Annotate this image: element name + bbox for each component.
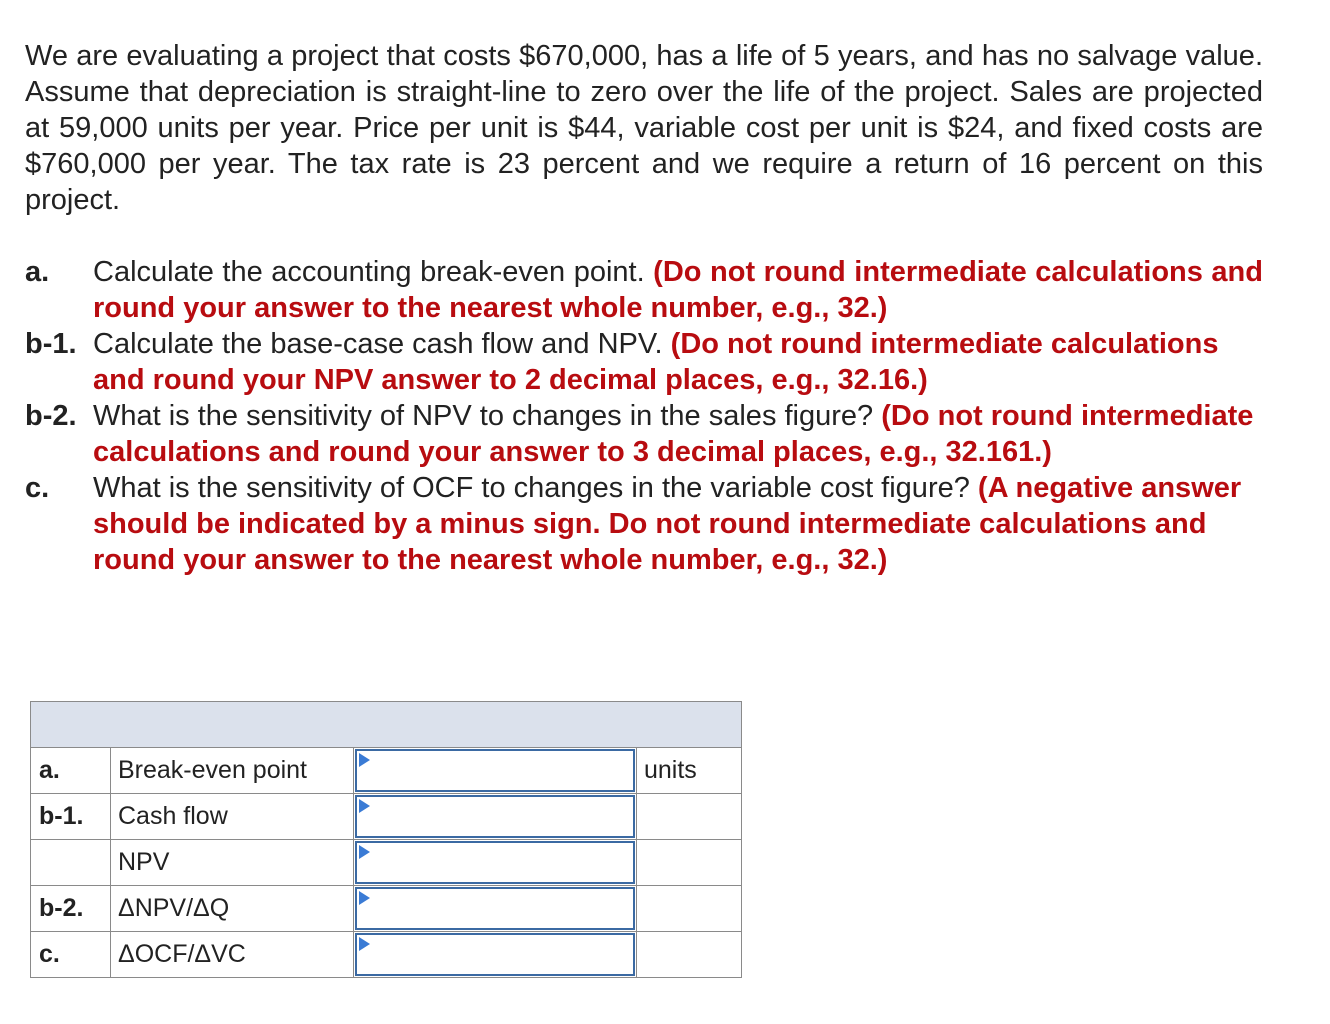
question-text: What is the sensitivity of NPV to changes in the sales figure?	[93, 400, 874, 432]
table-header-row	[31, 702, 742, 748]
input-marker-icon	[359, 845, 370, 859]
answer-cell	[354, 932, 637, 978]
npv-sensitivity-input[interactable]	[357, 889, 633, 928]
table-row	[31, 748, 742, 794]
answer-input-box[interactable]	[355, 933, 635, 976]
input-marker-icon	[359, 891, 370, 905]
npv-input[interactable]	[357, 843, 633, 882]
answer-cell	[354, 794, 637, 840]
question-b1	[25, 326, 1263, 398]
question-hint: (Do not round intermediate calculations and round your NPV answer to 2 decimal places, e.g., 32.16.)	[93, 328, 1219, 396]
break-even-input[interactable]	[357, 751, 633, 790]
row-unit	[637, 932, 742, 978]
row-unit	[637, 886, 742, 932]
question-label: b-1.	[25, 328, 77, 360]
input-marker-icon	[359, 937, 370, 951]
table-row	[31, 886, 742, 932]
question-text: Calculate the base-case cash flow and NPV.	[93, 328, 663, 360]
row-unit: units	[637, 748, 742, 794]
input-marker-icon	[359, 799, 370, 813]
row-label	[31, 840, 111, 886]
answer-cell	[354, 748, 637, 794]
answer-cell	[354, 886, 637, 932]
row-label: a.	[31, 748, 111, 794]
row-item: ΔOCF/ΔVC	[111, 932, 354, 978]
answer-table	[30, 701, 742, 978]
input-marker-icon	[359, 753, 370, 767]
answer-input-box[interactable]	[355, 841, 635, 884]
question-hint: (Do not round intermediate calculations and round your answer to the nearest whole number, e.g., 32.)	[93, 256, 1263, 324]
question-label: b-2.	[25, 400, 77, 432]
ocf-sensitivity-input[interactable]	[357, 935, 633, 974]
question-text: What is the sensitivity of OCF to changes in the variable cost figure?	[93, 472, 970, 504]
question-label: a.	[25, 256, 50, 288]
question-label: c.	[25, 472, 50, 504]
question-list	[25, 254, 1263, 578]
answer-input-box[interactable]	[355, 795, 635, 838]
table-header	[31, 702, 742, 748]
row-label: c.	[31, 932, 111, 978]
row-label: b-1.	[31, 794, 111, 840]
row-unit	[637, 794, 742, 840]
problem-statement: We are evaluating a project that costs $670,000, has a life of 5 years, and has no salvage value. Assume that depreciation is straight-line to zero over the life of the project. Sales are projected at 59,000 units per year. Price per unit is $44, variable cost per unit is $24, and fixed costs are $760,000 per year. The tax rate is 23 percent and we require a return of 16 percent on this project.	[25, 40, 1263, 216]
answer-cell	[354, 840, 637, 886]
answer-input-box[interactable]	[355, 749, 635, 792]
table-row	[31, 932, 742, 978]
row-unit	[637, 840, 742, 886]
row-item: Break-even point	[111, 748, 354, 794]
row-item: ΔNPV/ΔQ	[111, 886, 354, 932]
question-hint: (A negative answer should be indicated by a minus sign. Do not round intermediate calculations and round your answer to the nearest whole number, e.g., 32.)	[93, 472, 1242, 576]
answer-input-box[interactable]	[355, 887, 635, 930]
table-row	[31, 794, 742, 840]
cash-flow-input[interactable]	[357, 797, 633, 836]
table-row	[31, 840, 742, 886]
row-item: NPV	[111, 840, 354, 886]
question-a	[25, 254, 1263, 326]
question-c	[25, 470, 1263, 578]
question-text: Calculate the accounting break-even point.	[93, 256, 645, 288]
row-label: b-2.	[31, 886, 111, 932]
question-hint: (Do not round intermediate calculations and round your answer to 3 decimal places, e.g., 32.161.)	[93, 400, 1254, 468]
row-item: Cash flow	[111, 794, 354, 840]
question-b2	[25, 398, 1263, 470]
